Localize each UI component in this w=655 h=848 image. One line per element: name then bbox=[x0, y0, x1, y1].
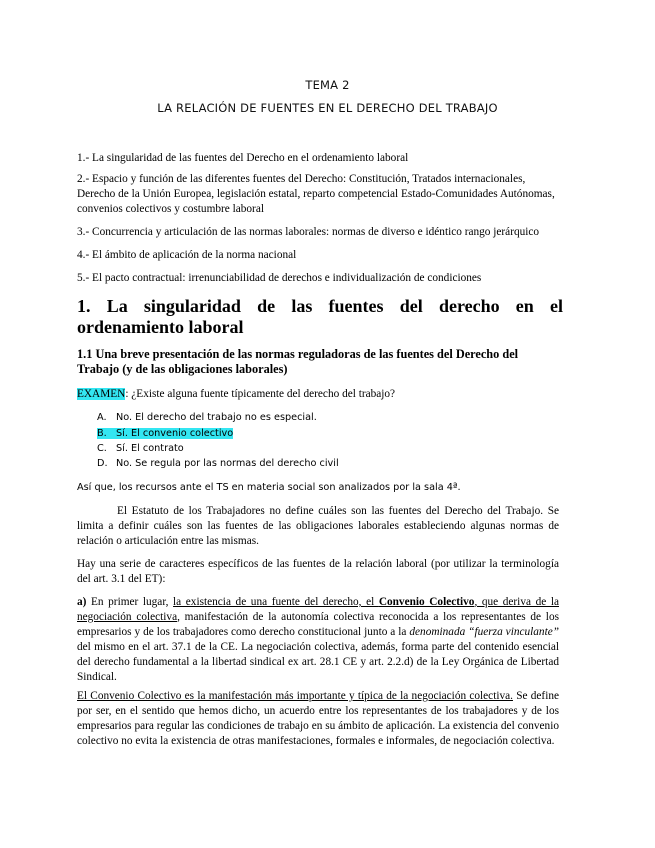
option-letter: A. bbox=[97, 412, 107, 423]
index-item-5: 5.- El pacto contractual: irrenunciabilidad de derechos e individualización de condiciones bbox=[77, 272, 482, 284]
exam-question-text: : ¿Existe alguna fuente típicamente del derecho del trabajo? bbox=[125, 388, 396, 400]
exam-option-d bbox=[97, 457, 339, 470]
option-text: No. El derecho del trabajo no es especial. bbox=[116, 412, 317, 423]
paragraph-caracteres: Hay una serie de caracteres específicos de las fuentes de la relación laboral (por utilizar la terminología del art. 3.1 del ET): bbox=[77, 558, 559, 585]
option-letter: B. bbox=[97, 428, 107, 439]
tema-label: TEMA 2 bbox=[305, 78, 350, 92]
convenio-colectivo-term: Convenio Colectivo bbox=[378, 596, 475, 608]
paragraph-b: El Convenio Colectivo es la manifestación más importante y típica de la negociación colectiva. Se define por ser, en el sentido que hemos dicho, un acuerdo entre los representantes de los trabajadores y de los empresarios para regular las condiciones de trabajo en su ámbito de aplicación. La existencia del convenio colectivo no evita la existencia de otras manifestaciones, formales e informales, de negociación colectiva. bbox=[77, 690, 559, 747]
option-letter: C. bbox=[97, 443, 107, 454]
index-item-4: 4.- El ámbito de aplicación de la norma nacional bbox=[77, 249, 297, 261]
option-text: Sí. El contrato bbox=[116, 443, 184, 454]
section-subheading: 1.1 Una breve presentación de las normas reguladoras de las fuentes del Derecho del Trabajo (y de las obligaciones laborales) bbox=[77, 347, 519, 376]
exam-question bbox=[77, 387, 559, 402]
exam-option-c bbox=[97, 442, 184, 455]
paragraph-a: a) En primer lugar, la existencia de una fuente del derecho, el Convenio Colectivo, que deriva de la negociación colectiva, manifestación de la autonomía colectiva reconocida a los representantes de los empresarios y de los trabajadores como derecho constitucional junto a la denominada “fuerza vinculante” del mismo en el art. 37.1 de la CE. La negociación colectiva, además, forma parte del contenido esencial del derecho fundamental a la libertad sindical ex art. 28.1 CE y art. 2.2.d) de la Ley Orgánica de Libertad Sindical. bbox=[77, 596, 560, 683]
exam-note: Así que, los recursos ante el TS en materia social son analizados por la sala 4ª. bbox=[77, 482, 461, 493]
document-title: LA RELACIÓN DE FUENTES EN EL DERECHO DEL TRABAJO bbox=[157, 101, 498, 115]
option-text: No. Se regula por las normas del derecho civil bbox=[116, 458, 339, 469]
index-item-1: 1.- La singularidad de las fuentes del Derecho en el ordenamiento laboral bbox=[77, 152, 409, 164]
paragraph-estatuto: El Estatuto de los Trabajadores no define cuáles son las fuentes del Derecho del Trabajo. Se limita a definir cuáles son las fuentes de las obligaciones laborales estableciendo algunas normas de relación o articulación entre las mismas. bbox=[77, 505, 559, 547]
exam-label: EXAMEN bbox=[77, 388, 126, 400]
option-letter: D. bbox=[97, 458, 108, 469]
index-item-2: 2.- Espacio y función de las diferentes fuentes del Derecho: Constitución, Tratados internacionales, Derecho de la Unión Europea, legislación estatal, reparto competencial Estado-Comunidades Autónomas, convenios colectivos y costumbre laboral bbox=[77, 173, 555, 215]
option-text: Sí. El convenio colectivo bbox=[116, 428, 234, 439]
exam-option-a bbox=[97, 411, 317, 424]
index-item-3: 3.- Concurrencia y articulación de las normas laborales: normas de diverso e idéntico rango jerárquico bbox=[77, 226, 540, 238]
exam-option-b bbox=[97, 427, 233, 440]
section-heading: 1. La singularidad de las fuentes del derecho en el ordenamiento laboral bbox=[77, 296, 563, 337]
paragraph-a-label: a) bbox=[77, 596, 87, 608]
